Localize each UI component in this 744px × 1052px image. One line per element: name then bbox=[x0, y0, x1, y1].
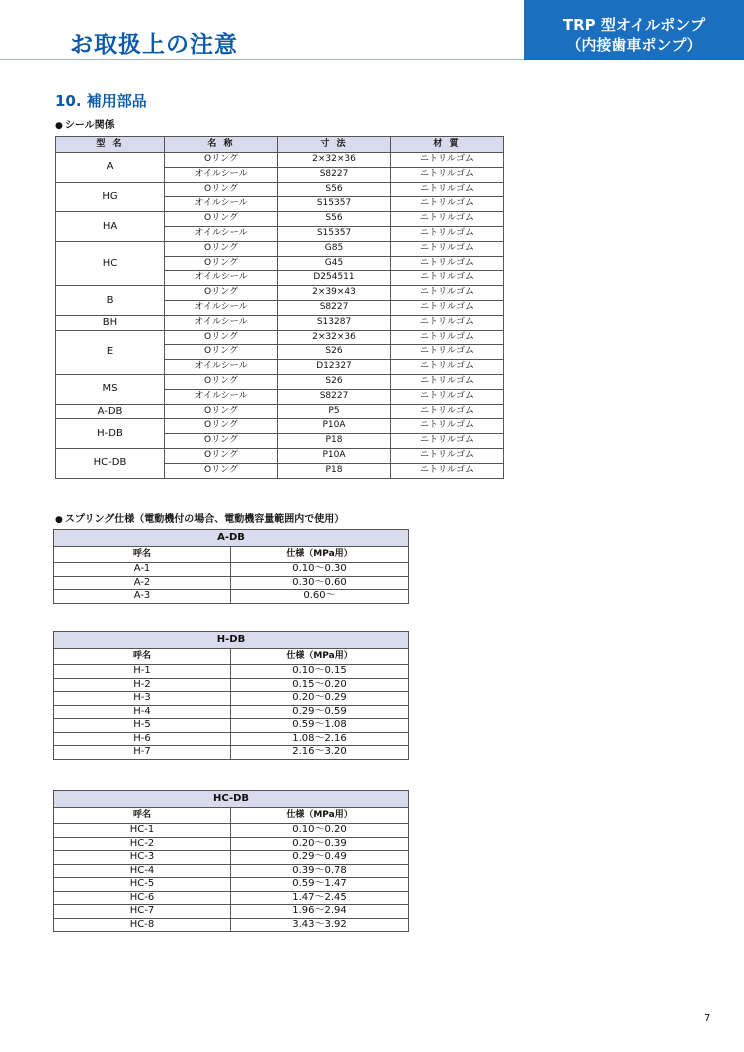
pressure-range-cell: 0.59～1.47 bbox=[231, 878, 409, 892]
spring-table-a-db bbox=[53, 529, 409, 604]
dimension-cell: P18 bbox=[278, 463, 391, 478]
dimension-cell: S15357 bbox=[278, 197, 391, 212]
dimension-cell: 2×32×36 bbox=[278, 153, 391, 168]
table-row bbox=[54, 665, 409, 679]
material-cell: ニトリルゴム bbox=[391, 271, 504, 286]
table-row bbox=[54, 918, 409, 932]
spring-code-cell: HC-1 bbox=[54, 824, 231, 838]
part-name-cell: オイルシール bbox=[165, 315, 278, 330]
part-name-cell: オイルシール bbox=[165, 389, 278, 404]
spring-code-cell: A-2 bbox=[54, 576, 231, 590]
pressure-range-cell: 3.43～3.92 bbox=[231, 918, 409, 932]
model-cell: HA bbox=[56, 212, 165, 242]
part-name-cell: オイルシール bbox=[165, 197, 278, 212]
bullet-icon: ● bbox=[55, 121, 63, 131]
dimension-cell: 2×32×36 bbox=[278, 330, 391, 345]
column-header: 名 称 bbox=[165, 137, 278, 153]
table-row bbox=[56, 330, 504, 345]
part-name-cell: オイルシール bbox=[165, 226, 278, 241]
spring-code-cell: H-6 bbox=[54, 732, 231, 746]
part-name-cell: Oリング bbox=[165, 182, 278, 197]
column-header-row bbox=[54, 547, 409, 563]
dimension-cell: G45 bbox=[278, 256, 391, 271]
pressure-range-cell: 0.39～0.78 bbox=[231, 864, 409, 878]
table-caption: H-DB bbox=[54, 632, 409, 649]
spring-code-cell: HC-2 bbox=[54, 837, 231, 851]
pressure-range-cell: 1.08～2.16 bbox=[231, 732, 409, 746]
material-cell: ニトリルゴム bbox=[391, 212, 504, 227]
table-caption: A-DB bbox=[54, 530, 409, 547]
page-title: お取扱上の注意 bbox=[70, 32, 238, 58]
dimension-cell: D12327 bbox=[278, 360, 391, 375]
part-name-cell: オイルシール bbox=[165, 271, 278, 286]
spring-heading bbox=[55, 510, 344, 525]
material-cell: ニトリルゴム bbox=[391, 256, 504, 271]
material-cell: ニトリルゴム bbox=[391, 167, 504, 182]
model-cell: BH bbox=[56, 315, 165, 330]
pressure-range-cell: 0.10～0.15 bbox=[231, 665, 409, 679]
spring-table-h-db bbox=[53, 631, 409, 760]
table-row bbox=[54, 837, 409, 851]
pressure-range-cell: 0.29～0.49 bbox=[231, 851, 409, 865]
spring-code-cell: HC-8 bbox=[54, 918, 231, 932]
table-row bbox=[54, 824, 409, 838]
material-cell: ニトリルゴム bbox=[391, 300, 504, 315]
material-cell: ニトリルゴム bbox=[391, 315, 504, 330]
pressure-range-cell: 0.10～0.20 bbox=[231, 824, 409, 838]
part-name-cell: Oリング bbox=[165, 153, 278, 168]
dimension-cell: G85 bbox=[278, 241, 391, 256]
bullet-icon: ● bbox=[55, 515, 63, 525]
dimension-cell: S15357 bbox=[278, 226, 391, 241]
spring-code-cell: H-5 bbox=[54, 719, 231, 733]
table-caption-row bbox=[54, 791, 409, 808]
column-header-row bbox=[54, 649, 409, 665]
material-cell: ニトリルゴム bbox=[391, 374, 504, 389]
material-cell: ニトリルゴム bbox=[391, 197, 504, 212]
table-row bbox=[54, 590, 409, 604]
part-name-cell: Oリング bbox=[165, 241, 278, 256]
dimension-cell: 2×39×43 bbox=[278, 286, 391, 301]
table-row bbox=[56, 182, 504, 197]
pressure-range-cell: 0.20～0.29 bbox=[231, 692, 409, 706]
part-name-cell: Oリング bbox=[165, 286, 278, 301]
spring-code-cell: HC-7 bbox=[54, 905, 231, 919]
dimension-cell: P5 bbox=[278, 404, 391, 419]
spring-code-cell: H-4 bbox=[54, 705, 231, 719]
model-cell: A bbox=[56, 153, 165, 183]
spring-code-cell: H-1 bbox=[54, 665, 231, 679]
material-cell: ニトリルゴム bbox=[391, 153, 504, 168]
material-cell: ニトリルゴム bbox=[391, 345, 504, 360]
dimension-cell: S8227 bbox=[278, 300, 391, 315]
model-cell: B bbox=[56, 286, 165, 316]
pressure-range-cell: 1.96～2.94 bbox=[231, 905, 409, 919]
table-row bbox=[54, 746, 409, 760]
table-row bbox=[54, 905, 409, 919]
table-caption-row bbox=[54, 530, 409, 547]
pressure-range-cell: 1.47～2.45 bbox=[231, 891, 409, 905]
pressure-range-cell: 0.59～1.08 bbox=[231, 719, 409, 733]
column-header: 材 質 bbox=[391, 137, 504, 153]
column-header: 仕様（MPa用） bbox=[231, 547, 409, 563]
product-subtitle: （内接歯車ポンプ） bbox=[566, 36, 702, 54]
table-row bbox=[54, 563, 409, 577]
page-number: 7 bbox=[704, 1013, 711, 1024]
pressure-range-cell: 0.15～0.20 bbox=[231, 678, 409, 692]
dimension-cell: S8227 bbox=[278, 167, 391, 182]
table-row bbox=[54, 878, 409, 892]
dimension-cell: P18 bbox=[278, 434, 391, 449]
material-cell: ニトリルゴム bbox=[391, 389, 504, 404]
dimension-cell: P10A bbox=[278, 448, 391, 463]
model-cell: A-DB bbox=[56, 404, 165, 419]
material-cell: ニトリルゴム bbox=[391, 241, 504, 256]
model-cell: HC bbox=[56, 241, 165, 285]
part-name-cell: Oリング bbox=[165, 448, 278, 463]
material-cell: ニトリルゴム bbox=[391, 434, 504, 449]
part-name-cell: Oリング bbox=[165, 256, 278, 271]
dimension-cell: S13287 bbox=[278, 315, 391, 330]
table-row bbox=[56, 419, 504, 434]
column-header-row bbox=[54, 808, 409, 824]
dimension-cell: P10A bbox=[278, 419, 391, 434]
part-name-cell: Oリング bbox=[165, 419, 278, 434]
section-title: 10. 補用部品 bbox=[55, 92, 147, 110]
part-name-cell: Oリング bbox=[165, 374, 278, 389]
spring-code-cell: H-2 bbox=[54, 678, 231, 692]
table-row bbox=[56, 374, 504, 389]
material-cell: ニトリルゴム bbox=[391, 286, 504, 301]
spring-code-cell: H-3 bbox=[54, 692, 231, 706]
spring-table-hc-db bbox=[53, 790, 409, 932]
seal-table bbox=[55, 136, 504, 479]
table-row bbox=[54, 891, 409, 905]
dimension-cell: S8227 bbox=[278, 389, 391, 404]
part-name-cell: Oリング bbox=[165, 434, 278, 449]
material-cell: ニトリルゴム bbox=[391, 226, 504, 241]
table-row bbox=[54, 851, 409, 865]
product-name: TRP 型オイルポンプ bbox=[562, 16, 706, 34]
spring-code-cell: HC-4 bbox=[54, 864, 231, 878]
column-header: 呼名 bbox=[54, 547, 231, 563]
material-cell: ニトリルゴム bbox=[391, 360, 504, 375]
table-row bbox=[54, 692, 409, 706]
pressure-range-cell: 0.10～0.30 bbox=[231, 563, 409, 577]
table-caption-row bbox=[54, 632, 409, 649]
material-cell: ニトリルゴム bbox=[391, 419, 504, 434]
dimension-cell: S56 bbox=[278, 182, 391, 197]
pressure-range-cell: 0.20～0.39 bbox=[231, 837, 409, 851]
header-divider bbox=[0, 59, 524, 60]
part-name-cell: Oリング bbox=[165, 463, 278, 478]
spring-code-cell: A-3 bbox=[54, 590, 231, 604]
model-cell: MS bbox=[56, 374, 165, 404]
dimension-cell: S26 bbox=[278, 345, 391, 360]
part-name-cell: Oリング bbox=[165, 345, 278, 360]
spring-code-cell: HC-5 bbox=[54, 878, 231, 892]
table-row bbox=[56, 448, 504, 463]
product-badge bbox=[524, 0, 744, 60]
column-header: 仕様（MPa用） bbox=[231, 649, 409, 665]
spring-code-cell: A-1 bbox=[54, 563, 231, 577]
table-row bbox=[56, 153, 504, 168]
spring-code-cell: HC-3 bbox=[54, 851, 231, 865]
table-row bbox=[54, 732, 409, 746]
dimension-cell: D254511 bbox=[278, 271, 391, 286]
table-row bbox=[54, 719, 409, 733]
pressure-range-cell: 0.60～ bbox=[231, 590, 409, 604]
table-row bbox=[56, 315, 504, 330]
part-name-cell: Oリング bbox=[165, 404, 278, 419]
spring-heading-text: スプリング仕様（電動機付の場合、電動機容量範囲内で使用） bbox=[64, 514, 345, 525]
material-cell: ニトリルゴム bbox=[391, 182, 504, 197]
pressure-range-cell: 0.30～0.60 bbox=[231, 576, 409, 590]
pressure-range-cell: 0.29～0.59 bbox=[231, 705, 409, 719]
table-row bbox=[56, 286, 504, 301]
spring-code-cell: H-7 bbox=[54, 746, 231, 760]
table-row bbox=[56, 241, 504, 256]
model-cell: HG bbox=[56, 182, 165, 212]
part-name-cell: オイルシール bbox=[165, 300, 278, 315]
part-name-cell: オイルシール bbox=[165, 167, 278, 182]
dimension-cell: S26 bbox=[278, 374, 391, 389]
material-cell: ニトリルゴム bbox=[391, 330, 504, 345]
table-row bbox=[56, 212, 504, 227]
seal-heading-text: シール関係 bbox=[64, 120, 115, 131]
model-cell: E bbox=[56, 330, 165, 374]
seal-table-header bbox=[56, 137, 504, 153]
spring-code-cell: HC-6 bbox=[54, 891, 231, 905]
model-cell: HC-DB bbox=[56, 448, 165, 478]
model-cell: H-DB bbox=[56, 419, 165, 449]
column-header: 呼名 bbox=[54, 808, 231, 824]
table-row bbox=[54, 576, 409, 590]
material-cell: ニトリルゴム bbox=[391, 463, 504, 478]
column-header: 寸 法 bbox=[278, 137, 391, 153]
table-row bbox=[54, 864, 409, 878]
column-header: 仕様（MPa用） bbox=[231, 808, 409, 824]
material-cell: ニトリルゴム bbox=[391, 404, 504, 419]
material-cell: ニトリルゴム bbox=[391, 448, 504, 463]
part-name-cell: Oリング bbox=[165, 212, 278, 227]
dimension-cell: S56 bbox=[278, 212, 391, 227]
table-row bbox=[54, 705, 409, 719]
part-name-cell: Oリング bbox=[165, 330, 278, 345]
part-name-cell: オイルシール bbox=[165, 360, 278, 375]
column-header: 呼名 bbox=[54, 649, 231, 665]
table-caption: HC-DB bbox=[54, 791, 409, 808]
table-row bbox=[54, 678, 409, 692]
table-row bbox=[56, 404, 504, 419]
column-header: 型 名 bbox=[56, 137, 165, 153]
pressure-range-cell: 2.16～3.20 bbox=[231, 746, 409, 760]
seal-heading bbox=[55, 116, 115, 131]
